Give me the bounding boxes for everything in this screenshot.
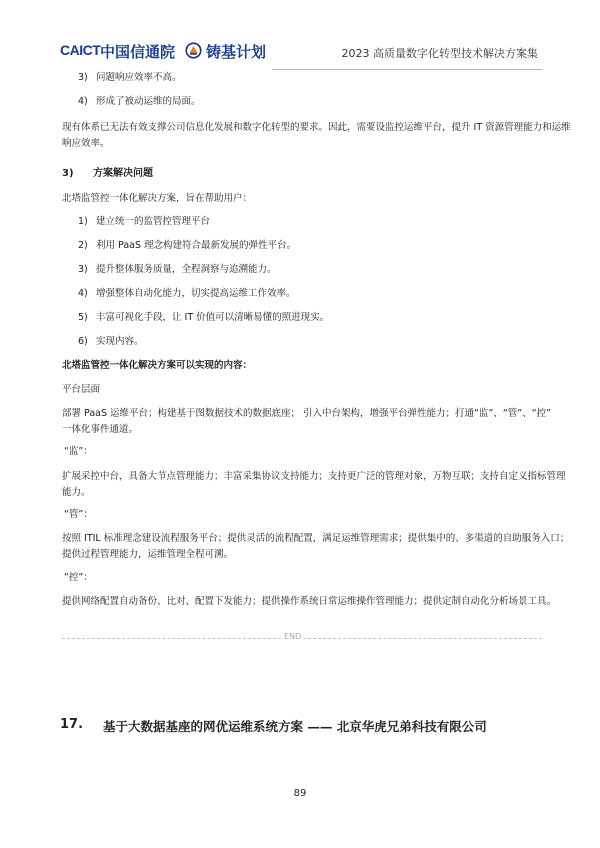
list-item: 问题响应效率不高。 (96, 72, 182, 83)
list-item: 丰富可视化手段，让 IT 价值可以清晰易懂的照进现实。 (96, 312, 330, 323)
monitor-label: “监”： (64, 446, 93, 457)
paragraph-line: 扩展采控中台，具备大节点管理能力；丰富采集协议支持能力；支持更广泛的管理对象，万物互联；支持自定义指标管理 (62, 471, 566, 482)
paragraph-line: 提供网络配置自动备份、比对、配置下发能力；提供操作系统日常运维操作管理能力；提供定制自动化分析场景工具。 (62, 596, 557, 607)
plan-name-logo: 铸基计划 (206, 43, 267, 61)
plan-logo-icon (185, 42, 202, 59)
list-number: 5) (78, 312, 88, 323)
section-intro: 北塔监管控一体化解决方案，旨在帮助用户： (62, 193, 253, 204)
paragraph-line: 响应效率。 (62, 138, 110, 149)
list-number: 4) (78, 288, 88, 299)
list-number: 4) (78, 96, 88, 107)
page-header (0, 0, 600, 72)
paragraph-line: 提供过程管理能力，运维管理全程可溯。 (62, 549, 234, 560)
end-marker: END (284, 632, 302, 641)
section-heading: 方案解决问题 (93, 168, 153, 179)
paragraph-line: 部署 PaaS 运维平台；构建基于图数据技术的数据底座； 引入中台架构，增强平台弹性能力；打通“监”、“管”、“控” (62, 408, 552, 419)
org-name-logo: 中国信通院 (100, 43, 176, 61)
list-item: 建立统一的监管控管理平台 (96, 216, 211, 227)
achievements-heading: 北塔监管控一体化解决方案可以实现的内容： (62, 360, 253, 371)
paragraph-line: 现有体系已无法有效支撑公司信息化发展和数字化转型的要求。因此，需要设监控运维平台，提升 IT 资源管理能力和运维 (62, 122, 571, 133)
chapter-number: 17. (60, 717, 84, 732)
list-number: 3) (78, 264, 88, 275)
caict-logo-text: CAICT (60, 42, 101, 58)
control-label: “控”： (64, 572, 93, 583)
document-title: 2023 高质量数字化转型技术解决方案集 (341, 47, 538, 60)
section-number: 3) (62, 168, 74, 179)
list-number: 1) (78, 216, 88, 227)
list-item: 利用 PaaS 理念构建符合最新发展的弹性平台。 (96, 240, 297, 251)
list-item: 实现内容。 (96, 336, 144, 347)
page-number: 89 (293, 788, 307, 799)
list-item: 提升整体服务质量，全程洞察与追溯能力。 (96, 264, 277, 275)
list-item: 形成了被动运维的局面。 (96, 96, 201, 107)
chapter-title: 基于大数据基座的网优运维系统方案 —— 北京华虎兄弟科技有限公司 (103, 719, 487, 734)
header-divider (272, 69, 542, 70)
paragraph-line: 一体化事件通道。 (62, 424, 139, 435)
platform-label: 平台层面 (62, 384, 101, 395)
list-number: 3) (78, 72, 88, 83)
manage-label: “管”： (64, 509, 93, 520)
paragraph-line: 能力。 (62, 487, 91, 498)
paragraph-line: 按照 ITIL 标准理念建设流程服务平台；提供灵活的流程配置，满足运维管理需求；提供集中的、多渠道的自助服务入口； (62, 533, 570, 544)
list-item: 增强整体自动化能力，切实提高运维工作效率。 (96, 288, 296, 299)
list-number: 6) (78, 336, 88, 347)
list-number: 2) (78, 240, 88, 251)
